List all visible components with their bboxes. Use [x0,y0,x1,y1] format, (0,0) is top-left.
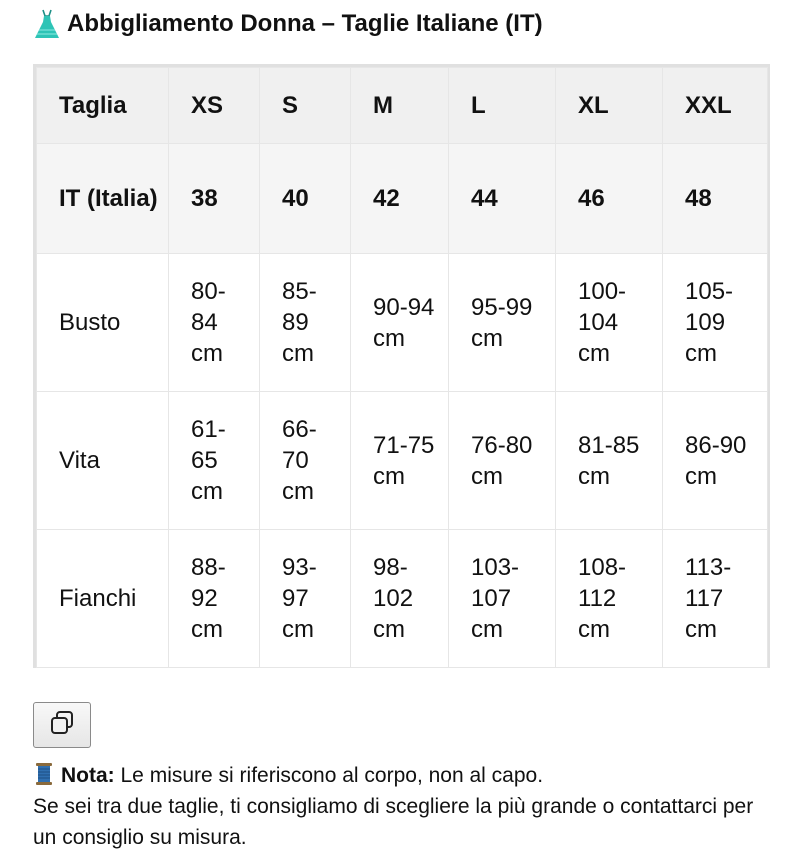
table-cell: 86-90 cm [663,392,768,530]
header-cell: XS [169,68,260,144]
table-cell: 38 [169,144,260,254]
header-cell: M [351,68,449,144]
note-line-2: Se sei tra due taglie, ti consigliamo di scegliere la più grande o contattarci per un consiglio su misura. [33,795,754,849]
table-cell: 42 [351,144,449,254]
table-cell: 93-97 cm [260,530,351,668]
table-cell: 80-84 cm [169,254,260,392]
table-cell: 48 [663,144,768,254]
table-cell: 76-80 cm [449,392,556,530]
table-row-it [37,144,768,254]
table-cell: 61-65 cm [169,392,260,530]
header-cell: XL [556,68,663,144]
table-cell: 81-85 cm [556,392,663,530]
table-row [37,254,768,392]
table-cell: 113-117 cm [663,530,768,668]
table-cell: 44 [449,144,556,254]
table-cell: 85-89 cm [260,254,351,392]
row-label: Vita [37,392,169,530]
table-cell: 90-94 cm [351,254,449,392]
header-cell: Taglia [37,68,169,144]
table-cell: 108-112 cm [556,530,663,668]
header-cell: L [449,68,556,144]
header-cell: XXL [663,68,768,144]
row-label: Fianchi [37,530,169,668]
page-title-text: Abbigliamento Donna – Taglie Italiane (IT) [67,10,543,37]
copy-icon [49,710,75,741]
size-note [33,760,773,853]
row-label: IT (Italia) [37,144,169,254]
row-label: Busto [37,254,169,392]
spool-icon [33,762,55,786]
note-line-1: Le misure si riferiscono al corpo, non al capo. [114,764,544,787]
table-cell: 105-109 cm [663,254,768,392]
dress-icon [33,8,61,40]
table-cell: 40 [260,144,351,254]
table-row [37,392,768,530]
table-cell: 100-104 cm [556,254,663,392]
table-cell: 95-99 cm [449,254,556,392]
table-cell: 71-75 cm [351,392,449,530]
copy-button[interactable] [33,702,91,748]
header-cell: S [260,68,351,144]
table-cell: 66-70 cm [260,392,351,530]
table-cell: 46 [556,144,663,254]
table-cell: 103-107 cm [449,530,556,668]
size-table [33,64,770,668]
note-label: Nota: [61,764,115,787]
table-cell: 88-92 cm [169,530,260,668]
page-title [33,6,543,42]
table-row [37,530,768,668]
table-cell: 98-102 cm [351,530,449,668]
table-header-row [37,68,768,144]
